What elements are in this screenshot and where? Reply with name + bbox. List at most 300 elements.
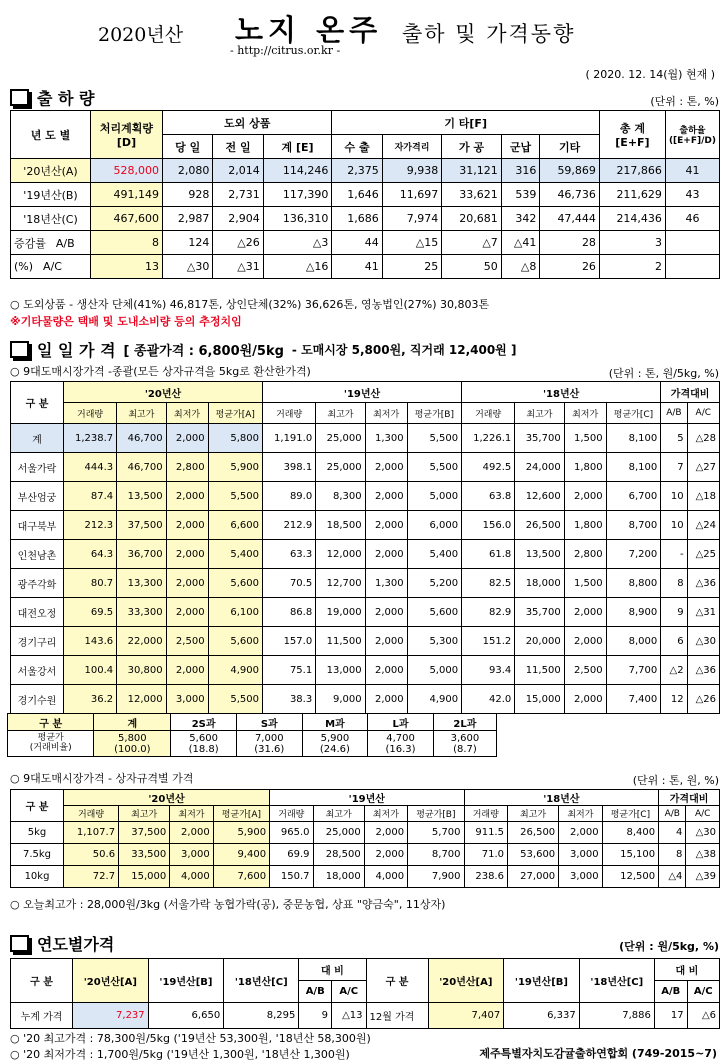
annual-note1: ○ '20 최고가격 : 78,300원/5kg ('19년산 53,300원, '18년산 58,300원)	[10, 1032, 371, 1045]
table-cell: △18	[687, 482, 719, 511]
table-cell: 316	[501, 159, 540, 183]
table-cell: △6	[687, 1003, 719, 1029]
table-cell: 7,237	[73, 1003, 149, 1029]
col-sub: 전 일	[213, 135, 263, 159]
row-label: 10kg	[11, 866, 64, 888]
table-cell: 46	[665, 207, 719, 231]
table-cell: △31	[213, 255, 263, 279]
table-cell: 80.7	[64, 569, 117, 598]
table-row	[11, 231, 720, 255]
table-cell: 2,800	[564, 540, 606, 569]
table-row	[11, 424, 720, 453]
daily-table	[10, 381, 720, 714]
row-label: 대전오정	[11, 598, 64, 627]
table-cell: 398.1	[263, 453, 316, 482]
checkbox-bullet-icon	[10, 935, 29, 952]
title-url: - http://citrus.or.kr -	[230, 44, 341, 57]
col-header: 평균가[C]	[606, 403, 661, 424]
col-y19: '19년산	[270, 790, 464, 806]
col-header: 최저가	[166, 403, 208, 424]
table-cell: 9	[661, 598, 687, 627]
table-cell	[433, 731, 496, 757]
table-cell: 5,500	[208, 685, 262, 714]
table-cell: 36,700	[117, 540, 166, 569]
size-price: 3,600	[450, 732, 480, 744]
table-cell: 3,000	[559, 866, 602, 888]
table-cell: 7	[661, 453, 687, 482]
table-cell: 71.0	[464, 844, 507, 866]
table-cell	[665, 231, 719, 255]
table-cell: 2,000	[365, 598, 407, 627]
row-label-main: (%)	[14, 260, 34, 273]
annual-unit: (단위 : 원/5kg, %)	[619, 940, 719, 953]
table-cell: 50	[442, 255, 502, 279]
table-cell: 2,000	[170, 822, 213, 844]
report-date: ( 2020. 12. 14(월) 현재 )	[585, 68, 715, 81]
col-gubun: 구 분	[366, 959, 428, 1003]
table-cell: △36	[687, 569, 719, 598]
table-cell: 46,700	[117, 453, 166, 482]
table-cell: △38	[686, 844, 720, 866]
table-row	[11, 627, 720, 656]
table-cell: 5,200	[407, 569, 461, 598]
row-label	[8, 731, 94, 757]
table-cell: 26,500	[515, 511, 564, 540]
table-cell: 20,681	[442, 207, 502, 231]
table-cell: 13,000	[316, 656, 365, 685]
col-header: 최고가	[313, 806, 364, 822]
table-cell: 6,600	[208, 511, 262, 540]
table-cell: 6	[661, 627, 687, 656]
col-header: L과	[368, 714, 434, 731]
table-cell	[94, 731, 171, 757]
table-cell: 211,629	[599, 183, 665, 207]
table-cell: 8	[659, 844, 686, 866]
col-ac: A/C	[687, 981, 719, 1003]
row-label: 누계 가격	[11, 1003, 73, 1029]
col-header: 계	[94, 714, 171, 731]
table-cell: 12,500	[602, 866, 659, 888]
table-cell: 75.1	[263, 656, 316, 685]
table-cell: 2	[599, 255, 665, 279]
table-cell: 4,900	[407, 685, 461, 714]
table-cell: 70.5	[263, 569, 316, 598]
table-cell: 8,295	[224, 1003, 299, 1029]
table-cell: 217,866	[599, 159, 665, 183]
table-cell: 10	[661, 482, 687, 511]
table-cell: 2,000	[365, 482, 407, 511]
table-cell: 5,500	[407, 453, 461, 482]
table-cell: 63.3	[263, 540, 316, 569]
size-price: 4,700	[386, 732, 415, 744]
col-cmp: 대 비	[299, 959, 366, 981]
table-cell: 7,886	[579, 1003, 654, 1029]
col-header: 평균가[C]	[602, 806, 659, 822]
table-row	[11, 685, 720, 714]
table-cell: 72.7	[64, 866, 119, 888]
table-cell: 24,000	[515, 453, 564, 482]
title-year: 2020년산	[98, 24, 184, 46]
table-cell: 2,000	[166, 569, 208, 598]
table-cell: 8,300	[316, 482, 365, 511]
table-cell: 17	[654, 1003, 687, 1029]
table-cell	[171, 731, 237, 757]
table-cell: 27,000	[507, 866, 558, 888]
table-cell: 212.3	[64, 511, 117, 540]
section-annual-title	[10, 932, 114, 955]
table-row	[11, 453, 720, 482]
table-cell: 42.0	[462, 685, 515, 714]
table-cell: 53,600	[507, 844, 558, 866]
table-cell: 9	[299, 1003, 332, 1029]
table-cell: 467,600	[91, 207, 163, 231]
table-cell: 114,246	[263, 159, 332, 183]
table-cell: 156.0	[462, 511, 515, 540]
col-header: A/C	[687, 403, 719, 424]
table-cell: 3,000	[170, 844, 213, 866]
table-cell: 2,000	[364, 822, 407, 844]
table-cell: 15,000	[515, 685, 564, 714]
size-ratio: (18.8)	[188, 743, 219, 755]
table-cell: 212.9	[263, 511, 316, 540]
table-cell: 7,400	[606, 685, 661, 714]
table-cell: 2,000	[166, 540, 208, 569]
table-cell: △39	[686, 866, 720, 888]
col-header: 평균가[A]	[208, 403, 262, 424]
table-cell: 136,310	[263, 207, 332, 231]
table-cell	[665, 255, 719, 279]
table-cell: 19,000	[316, 598, 365, 627]
section-shipment-label: 출 하 량	[37, 89, 95, 108]
box-unit: (단위 : 톤, 원, %)	[632, 774, 719, 787]
table-cell: 46,700	[117, 424, 166, 453]
table-cell: 37,500	[117, 511, 166, 540]
table-cell: △41	[501, 231, 540, 255]
table-cell: 150.7	[270, 866, 313, 888]
row-label: '18년산(C)	[11, 207, 91, 231]
table-cell: 12,000	[316, 540, 365, 569]
section-daily-title	[10, 338, 516, 361]
table-cell: 5,500	[208, 482, 262, 511]
table-row	[11, 183, 720, 207]
table-cell: 157.0	[263, 627, 316, 656]
col-sub: 가 공	[442, 135, 502, 159]
col-y18: '18년산	[462, 382, 661, 403]
table-cell: 47,444	[540, 207, 600, 231]
table-cell: 911.5	[464, 822, 507, 844]
col-y18: '18년산[C]	[224, 959, 299, 1003]
page-title	[0, 6, 725, 57]
table-row	[11, 866, 720, 888]
col-header: 거래량	[64, 806, 119, 822]
table-cell: 965.0	[270, 822, 313, 844]
col-header: 최저가	[170, 806, 213, 822]
col-sub: 기타	[540, 135, 600, 159]
table-cell: 1,500	[564, 569, 606, 598]
table-cell: 7,200	[606, 540, 661, 569]
table-cell: 1,107.7	[64, 822, 119, 844]
table-cell: 5,900	[213, 822, 269, 844]
table-cell: 2,987	[163, 207, 213, 231]
row-label: '20년산(A)	[11, 159, 91, 183]
size-price: 5,600	[189, 732, 218, 744]
col-header: A/B	[659, 806, 686, 822]
table-cell: 7,700	[606, 656, 661, 685]
table-cell: △30	[163, 255, 213, 279]
annual-note2: ○ '20 최저가격 : 1,700원/5kg ('19년산 1,300원, '18년산 1,300원)	[10, 1048, 350, 1061]
table-cell: 18,000	[313, 866, 364, 888]
table-cell: 26,500	[507, 822, 558, 844]
size-label: 평균가	[37, 732, 64, 743]
col-ab: A/B	[299, 981, 332, 1003]
table-cell: △26	[213, 231, 263, 255]
table-cell: 5,400	[407, 540, 461, 569]
table-cell: 342	[501, 207, 540, 231]
table-cell: 9,938	[382, 159, 442, 183]
table-cell: 1,646	[332, 183, 382, 207]
table-cell: 1,300	[365, 424, 407, 453]
table-cell: 2,500	[166, 627, 208, 656]
table-cell: 7,600	[213, 866, 269, 888]
col-out: 도외 상품	[163, 111, 332, 135]
row-label: 7.5kg	[11, 844, 64, 866]
table-cell: 12,000	[117, 685, 166, 714]
row-label: 5kg	[11, 822, 64, 844]
size-ratio: (16.3)	[385, 743, 416, 755]
table-row	[11, 540, 720, 569]
annual-table	[10, 958, 720, 1029]
col-sub: 자가격리	[382, 135, 442, 159]
col-header: S과	[236, 714, 302, 731]
table-cell: 89.0	[263, 482, 316, 511]
col-header: 거래량	[462, 403, 515, 424]
col-header: 최저가	[559, 806, 602, 822]
table-cell: 2,000	[166, 598, 208, 627]
table-cell: 124	[163, 231, 213, 255]
table-cell: △25	[687, 540, 719, 569]
table-cell: 6,337	[504, 1003, 580, 1029]
section-daily-label: 일 일 가 격	[37, 341, 116, 360]
table-cell: 1,500	[564, 424, 606, 453]
row-label: 부산엄궁	[11, 482, 64, 511]
col-y18: '18년산	[464, 790, 659, 806]
table-cell: 25	[382, 255, 442, 279]
table-cell: 43	[665, 183, 719, 207]
table-cell: 36.2	[64, 685, 117, 714]
section-shipment-title	[10, 86, 95, 109]
col-plan: 처리계획량 [D]	[91, 111, 163, 159]
table-cell: 4,900	[208, 656, 262, 685]
table-cell	[368, 731, 434, 757]
col-cmp: 가격대비	[659, 790, 720, 806]
table-cell: 6,700	[606, 482, 661, 511]
table-cell: 33,621	[442, 183, 502, 207]
table-cell: 8,800	[606, 569, 661, 598]
col-header: 거래량	[263, 403, 316, 424]
table-cell: 2,000	[564, 598, 606, 627]
table-cell: 11,500	[515, 656, 564, 685]
size-ratio: (31.6)	[254, 743, 285, 755]
daily-unit: (단위 : 톤, 원/5kg, %)	[608, 367, 719, 380]
table-cell: 928	[163, 183, 213, 207]
table-cell: 492.5	[462, 453, 515, 482]
table-cell: 35,700	[515, 424, 564, 453]
daily-headline: [ 종괄가격 : 6,800원/5kg	[123, 344, 284, 359]
table-cell: 41	[332, 255, 382, 279]
table-cell	[302, 731, 368, 757]
box-note: ○ 오늘최고가 : 28,000원/3kg (서울가락 농협가락(공), 중문농협, 상표 "양금숙", 11상자)	[10, 898, 446, 911]
table-cell: 8,900	[606, 598, 661, 627]
row-label	[11, 231, 91, 255]
row-label: 인천남촌	[11, 540, 64, 569]
table-cell: 3,000	[166, 685, 208, 714]
table-cell: △3	[263, 231, 332, 255]
table-cell: 1,800	[564, 453, 606, 482]
table-row	[11, 482, 720, 511]
table-cell: 6,650	[148, 1003, 224, 1029]
col-ac: A/C	[332, 981, 366, 1003]
table-cell: 8,400	[602, 822, 659, 844]
col-header: A/B	[661, 403, 687, 424]
row-label	[11, 255, 91, 279]
table-cell: 2,000	[166, 424, 208, 453]
table-cell: 22,000	[117, 627, 166, 656]
table-cell: 2,800	[166, 453, 208, 482]
table-cell: 2,000	[365, 511, 407, 540]
table-cell: 33,500	[119, 844, 170, 866]
col-cmp: 가격대비	[661, 382, 720, 403]
col-rate: 출하율 ([E+F]/D)	[665, 111, 719, 159]
table-cell: 2,000	[564, 627, 606, 656]
table-cell: △8	[501, 255, 540, 279]
table-cell: 59,869	[540, 159, 600, 183]
table-cell: 6,000	[407, 511, 461, 540]
table-cell: 31,121	[442, 159, 502, 183]
table-cell: 28	[540, 231, 600, 255]
row-label: 서울가락	[11, 453, 64, 482]
table-cell: 82.9	[462, 598, 515, 627]
row-label: '19년산(B)	[11, 183, 91, 207]
col-header: 구 분	[8, 714, 94, 731]
table-cell: 13	[91, 255, 163, 279]
col-header: 최고가	[316, 403, 365, 424]
table-cell: 9,400	[213, 844, 269, 866]
table-cell: 491,149	[91, 183, 163, 207]
footer-org: 제주특별자치도감귤출하연합회 (749-2015~7)	[479, 1047, 717, 1060]
col-header: 2S과	[171, 714, 237, 731]
table-cell: △31	[687, 598, 719, 627]
table-cell: △24	[687, 511, 719, 540]
size-ratio: (8.7)	[453, 743, 477, 755]
shipment-note-red: ※기타물량은 택배 및 도내소비량 등의 추정치임	[10, 315, 242, 328]
col-header: 평균가[B]	[408, 806, 464, 822]
daily-sub: ○ 9대도매시장가격 -종괄(모든 상자규격을 5kg로 환산한가격)	[10, 365, 311, 378]
table-cell: 37,500	[119, 822, 170, 844]
col-y20: '20년산	[64, 790, 270, 806]
table-cell: 2,000	[365, 627, 407, 656]
col-header: 거래량	[464, 806, 507, 822]
table-cell: 117,390	[263, 183, 332, 207]
table-cell: 8,000	[606, 627, 661, 656]
table-cell: 69.9	[270, 844, 313, 866]
table-cell: 1,800	[564, 511, 606, 540]
table-cell: 9,000	[316, 685, 365, 714]
col-gubun: 구 분	[11, 959, 73, 1003]
row-label-sub: A/B	[55, 236, 75, 250]
table-cell: 2,000	[365, 656, 407, 685]
daily-headline2: - 도매시장 5,800원, 직거래 12,400원 ]	[291, 343, 517, 357]
table-cell: △16	[263, 255, 332, 279]
table-cell: 5,900	[208, 453, 262, 482]
table-cell: 2,014	[213, 159, 263, 183]
table-cell: △30	[687, 627, 719, 656]
row-label: 대구북부	[11, 511, 64, 540]
size-price: 5,900	[320, 732, 350, 744]
table-cell: 2,000	[365, 453, 407, 482]
table-cell: 82.5	[462, 569, 515, 598]
checkbox-bullet-icon	[10, 89, 29, 106]
table-cell: 12,600	[515, 482, 564, 511]
table-cell: 7,407	[428, 1003, 504, 1029]
table-row	[11, 255, 720, 279]
size-label-sub: (거래비율)	[29, 742, 72, 753]
table-cell: △27	[687, 453, 719, 482]
table-cell: 539	[501, 183, 540, 207]
box-sub: ○ 9대도매시장가격 - 상자규격별 가격	[10, 772, 194, 785]
table-cell: 7,974	[382, 207, 442, 231]
table-cell: 18,500	[316, 511, 365, 540]
table-cell: 3	[599, 231, 665, 255]
table-cell: 11,697	[382, 183, 442, 207]
col-y19: '19년산	[263, 382, 462, 403]
table-cell: 2,000	[364, 844, 407, 866]
col-gubun: 구 분	[11, 382, 64, 424]
table-cell: 63.8	[462, 482, 515, 511]
shipment-unit: (단위 : 톤, %)	[650, 95, 719, 108]
table-cell: 15,000	[119, 866, 170, 888]
col-header: 최고가	[515, 403, 564, 424]
table-cell: 13,300	[117, 569, 166, 598]
table-cell: 2,000	[166, 482, 208, 511]
row-label: 서울강서	[11, 656, 64, 685]
col-sub: 수 출	[332, 135, 382, 159]
col-header: 최고가	[507, 806, 558, 822]
title-sub: 출하 및 가격동향	[402, 22, 576, 46]
table-cell: 11,500	[316, 627, 365, 656]
table-cell: 46,736	[540, 183, 600, 207]
row-label-sub: A/C	[43, 260, 62, 273]
table-cell: 1,686	[332, 207, 382, 231]
table-cell: 214,436	[599, 207, 665, 231]
table-cell: 1,191.0	[263, 424, 316, 453]
table-cell: 38.3	[263, 685, 316, 714]
row-label: 경기구리	[11, 627, 64, 656]
table-cell: △36	[687, 656, 719, 685]
table-cell: 4,000	[170, 866, 213, 888]
col-header: 최저가	[364, 806, 407, 822]
table-cell: △13	[332, 1003, 366, 1029]
col-header: 거래량	[270, 806, 313, 822]
col-year: 년 도 별	[11, 111, 91, 159]
table-cell: 4,000	[364, 866, 407, 888]
col-header: 최저가	[564, 403, 606, 424]
col-y20: '20년산[A]	[428, 959, 504, 1003]
table-cell: 8	[91, 231, 163, 255]
table-cell: 25,000	[316, 453, 365, 482]
col-header: A/C	[686, 806, 720, 822]
col-gubun: 구 분	[11, 790, 64, 822]
table-cell: 5,400	[208, 540, 262, 569]
